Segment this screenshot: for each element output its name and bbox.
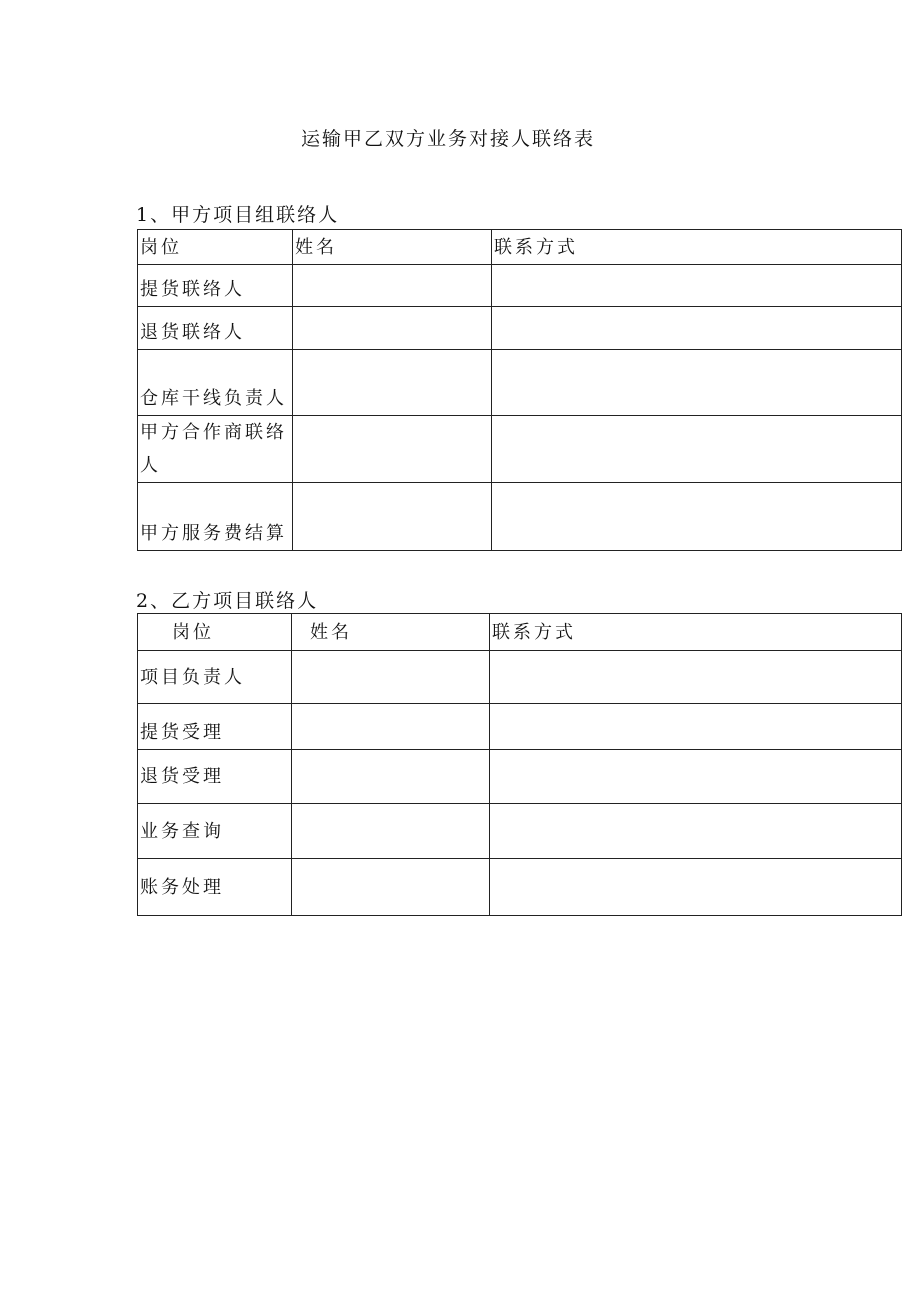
header-position: 岗位 — [138, 230, 293, 265]
name-cell[interactable] — [293, 483, 492, 551]
contact-cell[interactable] — [490, 804, 902, 859]
table-row — [138, 265, 902, 307]
header-position: 岗位 — [138, 614, 292, 651]
document-title: 运输甲乙双方业务对接人联络表 — [300, 128, 595, 150]
name-cell[interactable] — [292, 859, 490, 916]
name-cell[interactable] — [293, 265, 492, 307]
position-cell: 退货受理 — [138, 750, 292, 804]
position-cell: 提货受理 — [138, 704, 292, 750]
contact-cell[interactable] — [492, 350, 902, 416]
name-cell[interactable] — [292, 704, 490, 750]
party-b-contact-table — [137, 613, 902, 916]
position-cell: 账务处理 — [138, 859, 292, 916]
table-row — [138, 704, 902, 750]
table-row — [138, 859, 902, 916]
contact-cell[interactable] — [490, 704, 902, 750]
table-row — [138, 416, 902, 483]
position-cell: 甲方合作商联络人 — [138, 416, 293, 483]
table-header-row — [138, 614, 902, 651]
name-cell[interactable] — [293, 350, 492, 416]
name-cell[interactable] — [292, 651, 490, 704]
name-cell[interactable] — [292, 750, 490, 804]
table-row — [138, 651, 902, 704]
contact-cell[interactable] — [490, 750, 902, 804]
position-cell: 业务查询 — [138, 804, 292, 859]
position-cell: 提货联络人 — [138, 265, 293, 307]
table-row — [138, 350, 902, 416]
contact-cell[interactable] — [492, 416, 902, 483]
position-cell: 仓库干线负责人 — [138, 350, 293, 416]
name-cell[interactable] — [293, 416, 492, 483]
contact-cell[interactable] — [492, 265, 902, 307]
header-name: 姓名 — [293, 230, 492, 265]
position-cell: 甲方服务费结算 — [138, 483, 293, 551]
header-contact: 联系方式 — [490, 614, 902, 651]
contact-cell[interactable] — [490, 859, 902, 916]
contact-cell[interactable] — [492, 307, 902, 350]
contact-cell[interactable] — [490, 651, 902, 704]
name-cell[interactable] — [292, 804, 490, 859]
position-cell: 项目负责人 — [138, 651, 292, 704]
party-a-contact-table — [137, 229, 902, 551]
table-header-row — [138, 230, 902, 265]
header-contact: 联系方式 — [492, 230, 902, 265]
table-row — [138, 750, 902, 804]
table-row — [138, 804, 902, 859]
name-cell[interactable] — [293, 307, 492, 350]
table-row — [138, 483, 902, 551]
table-row — [138, 307, 902, 350]
section-2-heading: 2、乙方项目联络人 — [136, 590, 319, 612]
header-name: 姓名 — [292, 614, 490, 651]
position-cell: 退货联络人 — [138, 307, 293, 350]
contact-cell[interactable] — [492, 483, 902, 551]
section-1-heading: 1、甲方项目组联络人 — [136, 204, 340, 226]
